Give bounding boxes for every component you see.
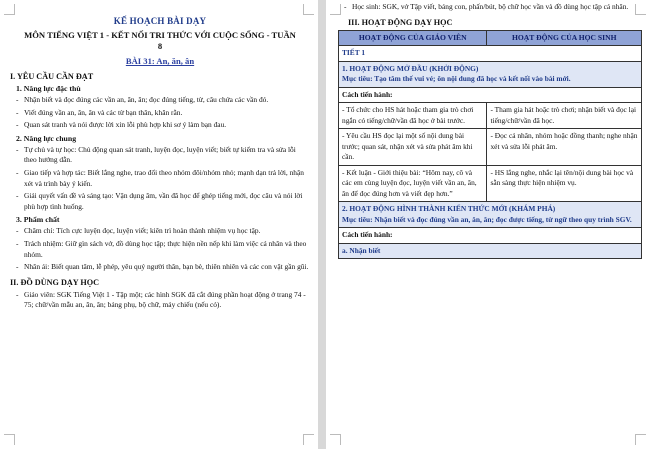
subject-heading xyxy=(10,30,310,52)
subject-line: MÔN TIẾNG VIỆT 1 - KẾT NỐI TRI THỨC VỚI CUỘC SỐNG - TUẦN xyxy=(24,30,296,40)
lesson-activity-table xyxy=(338,30,642,260)
table-row xyxy=(339,61,642,87)
margin-mark xyxy=(303,4,314,15)
activity-heading xyxy=(339,202,642,228)
list-item: - Học sinh: SGK, vở Tập viết, bảng con, phấn/bút, bộ chữ học vần và đồ dùng học tập cá nhân. xyxy=(338,2,642,13)
list-item: - Giải quyết vấn đề và sáng tạo: Vận dụng âm, vần đã học để ghép tiếng mới, đọc câu và nói lời phù hợp tình huống. xyxy=(10,191,310,212)
list-item: - Trách nhiệm: Giữ gìn sách vở, đồ dùng học tập; thực hiện nền nếp khi làm việc cá nhân và theo nhóm. xyxy=(10,239,310,260)
lesson-title xyxy=(10,56,310,66)
table-row xyxy=(339,228,642,244)
part-label: a. Nhận biết xyxy=(339,243,642,259)
period-label: TIẾT 1 xyxy=(339,46,642,62)
procedure-label: Cách tiến hành: xyxy=(339,228,642,244)
table-row xyxy=(339,103,642,129)
subsection-heading: 2. Năng lực chung xyxy=(16,133,77,143)
list-item: - Nhân ái: Biết quan tâm, lễ phép, yêu quý người thân, bạn bè, thiên nhiên và các con vật gần gũi. xyxy=(10,262,310,273)
bullet-list xyxy=(10,145,310,213)
table-row xyxy=(339,202,642,228)
activity-goal: Mục tiêu: Tạo tâm thế vui vẻ; ôn nội dung đã học và kết nối vào bài mới. xyxy=(342,74,571,84)
margin-mark xyxy=(330,434,341,445)
section-heading: I. YÊU CẦU CẦN ĐẠT xyxy=(10,72,94,81)
list-item: - Giáo viên: SGK Tiếng Việt 1 - Tập một; các hình SGK đã cắt đúng phần hoạt động ở trang 74 - 75; chữ/vần mẫu an, ăn, ân; bảng phụ, bộ chữ, máy chiếu (nếu có). xyxy=(10,290,310,311)
activity-title: 1. HOẠT ĐỘNG MỞ ĐẦU (KHỞI ĐỘNG) xyxy=(342,63,479,73)
teacher-cell: - Yêu cầu HS đọc lại một số nội dung bài trước; quan sát, nhận xét và sửa phát âm khi cần. xyxy=(339,129,487,166)
bullet-list xyxy=(338,2,642,13)
student-cell: - Đọc cá nhân, nhóm hoặc đồng thanh; nghe nhận xét và sửa lỗi phát âm. xyxy=(487,129,642,166)
student-cell: - Tham gia hát hoặc trò chơi; nhận biết và đọc lại tiếng/chữ/vần đã học. xyxy=(487,103,642,129)
teacher-cell: - Kết luận - Giới thiệu bài: “Hôm nay, cô và các em cùng luyện đọc, luyện viết vần an, ăn, ân để đọc đúng hơn và viết đẹp hơn.” xyxy=(339,165,487,202)
list-item: - Giao tiếp và hợp tác: Biết lắng nghe, trao đổi theo nhóm đôi/nhóm nhỏ; mạnh dạn trả lời, nhận xét và trình bày ý kiến. xyxy=(10,168,310,189)
section-heading: III. HOẠT ĐỘNG DẠY HỌC xyxy=(348,17,453,27)
procedure-label: Cách tiến hành: xyxy=(339,87,642,103)
lesson-title-text: BÀI 31: An, ăn, ân xyxy=(125,56,195,66)
document-title: KẾ HOẠCH BÀI DẠY xyxy=(113,16,207,26)
subsection-heading: 3. Phẩm chất xyxy=(16,215,60,225)
table-header-row xyxy=(339,30,642,46)
list-item: - Tự chủ và tự học: Chủ động quan sát tranh, luyện đọc, luyện viết; biết tự kiểm tra và sửa lỗi theo hướng dẫn. xyxy=(10,145,310,166)
teacher-cell: - Tổ chức cho HS hát hoặc tham gia trò chơi ngắn có tiếng/chữ/vần đã học ở bài trước. xyxy=(339,103,487,129)
column-header-student: HOẠT ĐỘNG CỦA HỌC SINH xyxy=(487,30,642,46)
bullet-list xyxy=(10,290,310,311)
activity-title: 2. HOẠT ĐỘNG HÌNH THÀNH KIẾN THỨC MỚI (KHÁM PHÁ) xyxy=(342,204,556,214)
list-item: - Nhận biết và đọc đúng các vần an, ăn, ân; đọc đúng tiếng, từ, câu chứa các vần đó. xyxy=(10,95,310,106)
margin-mark xyxy=(330,4,341,15)
margin-mark xyxy=(635,434,646,445)
margin-mark xyxy=(635,4,646,15)
margin-mark xyxy=(4,434,15,445)
document-page-left xyxy=(0,0,318,449)
bullet-list xyxy=(10,226,310,272)
student-cell: - HS lắng nghe, nhắc lại tên/nội dung bài học và sẵn sàng thực hiện nhiệm vụ. xyxy=(487,165,642,202)
list-item: - Chăm chỉ: Tích cực luyện đọc, luyện viết; kiên trì hoàn thành nhiệm vụ học tập. xyxy=(10,226,310,237)
subsection-heading: 1. Năng lực đặc thù xyxy=(16,84,81,93)
bullet-list xyxy=(10,95,310,131)
section-heading: II. ĐỒ DÙNG DẠY HỌC xyxy=(10,277,100,287)
table-row xyxy=(339,243,642,259)
column-header-teacher: HOẠT ĐỘNG CỦA GIÁO VIÊN xyxy=(339,30,487,46)
table-row xyxy=(339,87,642,103)
list-item: - Quan sát tranh và nói được lời xin lỗi phù hợp khi sơ ý làm bạn đau. xyxy=(10,120,310,131)
margin-mark xyxy=(303,434,314,445)
table-row xyxy=(339,165,642,202)
activity-goal: Mục tiêu: Nhận biết và đọc đúng vần an, ăn, ân; đọc được tiếng, từ ngữ theo quy trình SGV. xyxy=(342,214,632,224)
table-row xyxy=(339,46,642,62)
activity-heading xyxy=(339,61,642,87)
subject-line: 8 xyxy=(157,41,163,51)
margin-mark xyxy=(4,4,15,15)
document-page-right xyxy=(326,0,650,449)
list-item: - Viết đúng vần an, ăn, ân và các từ bạn thân, khăn rằn. xyxy=(10,108,310,119)
table-row xyxy=(339,129,642,166)
